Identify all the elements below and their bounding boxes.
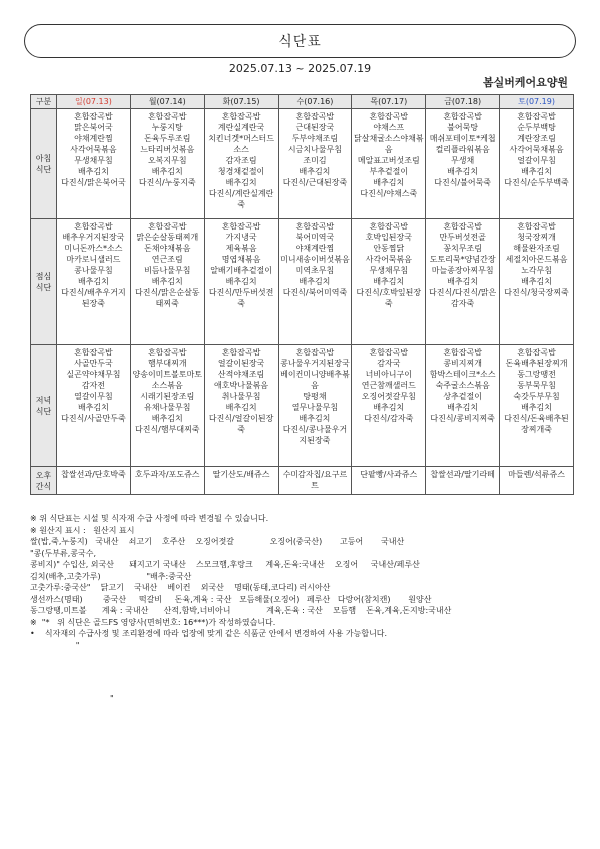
menu-cell: 혼합잡곡밥 감자국 너비아니구이 연근참깨샐러드 오징어젓갈무침 배추김치 다진식/감자죽 (352, 345, 426, 467)
menu-cell: 딸기산도/배쥬스 (204, 467, 278, 495)
menu-cell: 혼합잡곡밥 햄부대찌개 양송이미트볼토마토소스볶음 시래기된장조림 유채나물무침 배추김치 다진식/햄부대찌죽 (130, 345, 204, 467)
note-line: 생선까스(명태) 중국산 떡갈비 돈육,계육 : 국산 모듬해물(오징어) 페루산 다랑어(참치캔) 원양산 (30, 594, 432, 604)
page-title: 식단표 (278, 34, 322, 50)
page-title-box (24, 24, 576, 58)
notes-section (30, 513, 574, 651)
menu-cell: 마들렌/석류쥬스 (500, 467, 574, 495)
meal-label: 아침 식단 (31, 109, 57, 219)
meal-row (31, 345, 574, 467)
note-line: ※ "* 위 식단은 골드FS 영양사(면허번호: 16***)가 작성하였습니다. (30, 617, 276, 627)
day-header: 토(07.19) (500, 95, 574, 109)
meal-label: 저녁 식단 (31, 345, 57, 467)
note-line: 김치(배추,고춧가루) "배추:중국산 (30, 571, 192, 581)
menu-cell: 혼합잡곡밥 콩비지찌개 함박스테이크*소스 숙주굴소스볶음 상추겉절이 배추김치 다진식/콩비지찌죽 (426, 345, 500, 467)
meal-row (31, 219, 574, 345)
organization-name: 봄실버케어요양원 (482, 76, 568, 89)
day-header: 월(07.14) (130, 95, 204, 109)
menu-cell: 단팥빵/사과쥬스 (352, 467, 426, 495)
note-line: " (30, 640, 80, 650)
menu-cell: 혼합잡곡밥 계란실계란국 치킨너겟*머스터드소스 감자조림 청경채겉절이 배추김치 다진식/계란실계란죽 (204, 109, 278, 219)
menu-cell: 혼합잡곡밥 야채스프 닭살채굴소스야채볶음 메알표고버섯조림 부추겉절이 배추김치 다진식/야채스죽 (352, 109, 426, 219)
note-line: ※ 원산지 표시 : 원산지 표시 (30, 525, 135, 535)
menu-table (30, 94, 574, 495)
menu-cell: 혼합잡곡밥 가지냉국 제육볶음 명엽채볶음 알배기배추겉절이 배추김치 다진식/만두버섯전죽 (204, 219, 278, 345)
day-header: 화(07.15) (204, 95, 278, 109)
menu-body (31, 109, 574, 495)
menu-cell: 혼합잡곡밥 돈육배추된장찌개 동그랑땡전 동부묵무침 숙갓두부무침 배추김치 다진식/돈육배추된장찌개죽 (500, 345, 574, 467)
menu-cell: 혼합잡곡밥 배추우거지된장국 미니돈까스*소스 마카로니샐러드 콩나물무침 배추김치 다진식/배추우거지된장죽 (57, 219, 131, 345)
menu-cell: 혼합잡곡밥 맑은순살동태찌개 돈채야채볶음 연근조림 비듬나물무침 배추김치 다진식/맑은순살동태찌죽 (130, 219, 204, 345)
menu-cell: 혼합잡곡밥 만두버섯전골 꽁치무조림 도토리묵*양념간장 마늘종장아찌무침 배추김치 다진식/다진식/맑은감자죽 (426, 219, 500, 345)
menu-cell: 혼합잡곡밥 청국장찌개 해물완자조림 세절치아몬드볶음 노각무침 배추김치 다진식/청국장찌죽 (500, 219, 574, 345)
menu-cell: 혼합잡곡밥 얼갈이된장국 산적야채조림 애호박나물볶음 취나물무침 배추김치 다진식/얼갈이된장죽 (204, 345, 278, 467)
menu-cell: 호두과자/포도쥬스 (130, 467, 204, 495)
menu-cell: 찹쌀선과/단호박죽 (57, 467, 131, 495)
day-header: 목(07.17) (352, 95, 426, 109)
menu-cell: 찹쌀선과/딸기라떼 (426, 467, 500, 495)
menu-cell: 혼합잡곡밥 콩나물우거지된장국 베이컨미니양배추볶음 탕평채 열무나물무침 배추김치 다진식/콩나물우거지된장죽 (278, 345, 352, 467)
menu-cell: 혼합잡곡밥 호박입된장국 안동찜닭 사각어묵볶음 무생채무침 배추김치 다진식/호박잎된장죽 (352, 219, 426, 345)
meal-row (31, 109, 574, 219)
corner-label: 구분 (31, 95, 57, 109)
note-line: • 식자재의 수급사정 및 조리환경에 따라 업장에 맞게 같은 식품군 안에서 변경하여 사용 가능합니다. (30, 629, 388, 638)
menu-cell: 혼합잡곡밥 북어미역국 야채계란찜 미니새송이버섯볶음 미역초무침 배추김치 다진식/북어미역죽 (278, 219, 352, 345)
meal-row (31, 467, 574, 495)
menu-cell: 혼합잡곡밥 불어묵탕 매쉬포테이토*케첩 컬리플라워볶음 무생채 배추김치 다진식/불어묵죽 (426, 109, 500, 219)
header-row (31, 95, 574, 109)
note-line: ※ 위 식단표는 시설 및 식자재 수급 사정에 따라 변경될 수 있습니다. (30, 514, 269, 523)
day-header: 수(07.16) (278, 95, 352, 109)
day-header: 금(07.18) (426, 95, 500, 109)
meal-label: 점심 식단 (31, 219, 57, 345)
note-line: 고춧가루:중국산" 닭고기 국내산 베이컨 외국산 명태(동태,코다리) 러시아산 (30, 583, 331, 592)
note-line: 콩비지)" 수입산, 외국산 돼지고기 국내산 스모크햄,후랑크 계육,돈육:국내산 오징어 국내산/페루산 (30, 560, 420, 569)
menu-cell: 혼합잡곡밥 사골만두국 실곤약야채무침 감자전 열갈이무침 배추김치 다진식/사골만두죽 (57, 345, 131, 467)
note-line: "콩(두부류,콩국수, (30, 548, 96, 558)
menu-cell: 수미감자칩/요구르트 (278, 467, 352, 495)
note-line: 동그랑땡,미트볼 계육 : 국내산 산적,함박,너비아니 계육,돈육 : 국산 모듬햄 돈육,계육,돈지방:국내산 (30, 606, 452, 615)
menu-cell: 혼합잡곡밥 순두부백탕 계란장조림 사각어묵채볶음 얼갈이무침 배추김치 다진식/순두부백죽 (500, 109, 574, 219)
day-header: 일(07.13) (57, 95, 131, 109)
note-line: 쌀(밥,죽,누룽지) 국내산 쇠고기 호주산 오징어젓갈 오징어(중국산) 고등어 국내산 (30, 537, 405, 546)
meal-label: 오후 간식 (31, 467, 57, 495)
date-range: 2025.07.13 ~ 2025.07.19 (228, 62, 372, 75)
stray-mark: " (110, 694, 114, 703)
menu-cell: 혼합잡곡밥 근대된장국 두부야채조림 시금치나물무침 조미김 배추김치 다진식/근대된장죽 (278, 109, 352, 219)
menu-cell: 혼합잡곡밥 누룽지탕 돈육두루조림 느타리버섯볶음 오복지무침 배추김치 다진식/누룽지죽 (130, 109, 204, 219)
menu-cell: 혼합잡곡밥 맑은북어국 야채계란찜 사각어묵볶음 무생채무침 배추김치 다진식/맑은북어국 (57, 109, 131, 219)
